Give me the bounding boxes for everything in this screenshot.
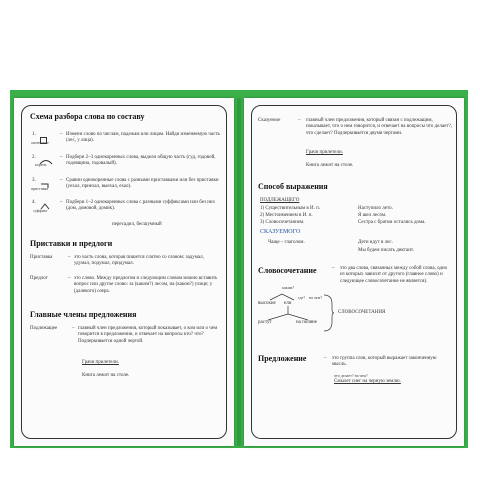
subject-dash: – [72, 326, 75, 331]
row4-label: суффикс [33, 208, 48, 213]
sentence-text: это группа слов, который выражает законченную мысль. [332, 356, 437, 368]
row2-number: 2. [32, 155, 36, 160]
prefix-term: Приставка [30, 255, 53, 260]
section-title-main-members: Главные члены предложения [30, 310, 137, 319]
predicate-dash: – [298, 118, 301, 123]
section-title-phrase: Словосочетание [258, 266, 317, 275]
phrase-word-3: растут [258, 320, 272, 325]
predicate-example-2: Книга лежит на столе. [306, 163, 354, 168]
predicate-expression-title: СКАЗУЕМОГО [260, 229, 301, 235]
prefix-symbol-icon [40, 176, 50, 194]
subject-example-2: Книга лежит на столе. [82, 373, 130, 378]
preposition-text: это слово. Между предлогом и следующим словом можно вставить вопрос или другое слово: за (каким?) лесом, на (каком?) улице; у (далекого) озера. [74, 276, 218, 294]
subject-way-1: 1) Существительным в И. п. [260, 206, 321, 211]
predicate-example-1: Грачи прилетели. [306, 150, 343, 155]
row4-number: 4. [32, 200, 36, 205]
row3-text: Сравни однокоренные слова с разными приставками или без приставки (уехал, приехал, выехал, ехал). [66, 178, 219, 190]
row4-example: пересадил, бесшумный [112, 222, 162, 227]
subject-way-2-example: Я шел лесом. [358, 213, 387, 218]
predicate-text: главный член предложения, который связан с подлежащим, показывает, что о нем говорится, и отвечает на вопросы что делает?, что сделает? Подчеркивается двумя чертами. [306, 118, 452, 136]
row4-text: Подбери 1–2 однокоренных слова с разными суффиксами или без них (дом, домовой, домик). [66, 200, 216, 212]
subject-example-1: Грачи прилетели. [82, 360, 119, 365]
phrase-word-4: на поляне [296, 320, 317, 325]
prefix-dash: – [68, 255, 71, 260]
row1-dash: – [60, 132, 63, 137]
phrase-question-2: где? [298, 295, 306, 300]
sentence-example: Смылет снег на черную землю. [334, 379, 401, 384]
phrase-word-2: ели [284, 301, 292, 306]
row2-label: корень [35, 162, 47, 167]
row1-text: Измени слово по числам, падежам или лицам. Найди изменяемую часть (лес́, у лица). [66, 132, 220, 144]
phrase-question-3: на чем? [309, 295, 323, 300]
section-title-sentence: Предложение [258, 354, 307, 363]
sentence-example-questions: что делает? на чем? [334, 373, 368, 378]
row3-dash: – [60, 178, 63, 183]
preposition-term: Предлог [30, 276, 48, 281]
right-page [244, 98, 464, 446]
root-arc-icon [39, 152, 53, 170]
phrase-dash: – [332, 266, 335, 271]
row1-label: окончание [31, 140, 49, 145]
predicate-term: Сказуемое [258, 118, 281, 123]
row3-label: приставка [31, 186, 49, 191]
section-title-prefixes: Приставки и предлоги [30, 239, 113, 248]
sentence-dash: – [324, 356, 327, 361]
section-title-expression: Способ выражения [258, 182, 328, 191]
row2-text: Подбери 2–3 однокоренных слова, выдели общую часть (гуд, годовой, годовщина, годовалый). [66, 155, 216, 167]
row4-dash: – [60, 200, 63, 205]
phrase-word-1: высокие [258, 301, 276, 306]
predicate-way-1-example-2: Мы будем писать диктант. [358, 248, 414, 253]
section-title-word-parsing: Схема разбора слова по составу [30, 112, 145, 121]
subject-way-3: 3) Словосочетанием. [260, 220, 305, 225]
subject-way-2: 2) Местоимением в И. п. [260, 213, 313, 218]
phrase-bracket [322, 294, 334, 337]
subject-way-1-example: Наступило лето. [358, 206, 393, 211]
subject-way-3-example: Сестра с братом остались дома. [358, 220, 426, 225]
row2-dash: – [60, 155, 63, 160]
subject-expression-title: ПОДЛЕЖАЩЕГО [260, 198, 300, 203]
predicate-way-1: Чаще – глаголом. [268, 240, 305, 245]
row3-number: 3. [32, 178, 36, 183]
preposition-dash: – [68, 276, 71, 281]
phrase-text: это два слова, связанных между собой слова, одно из которых зависит от другого (главное слово) и следующее словосочетание не является). [340, 266, 448, 284]
book-spine [237, 98, 241, 446]
subject-text: главный член предложения, который показывает, о ком или о чем говорится в предложении, и отвечает на вопросы кто? что? Подчеркивается одной чертой. [78, 326, 218, 344]
row1-number: 1. [32, 132, 36, 137]
phrase-question-1: каким? [282, 285, 295, 290]
left-page [14, 98, 234, 446]
predicate-way-1-example-1: Дети идут в лес. [358, 240, 393, 245]
phrase-label: СЛОВОСОЧЕТАНИЯ [338, 310, 386, 315]
prefix-text: это часть слова, которая пишется слитно со словом: задумал, удумал, подумал, придумал. [74, 255, 204, 267]
subject-term: Подлежащее [30, 326, 58, 331]
